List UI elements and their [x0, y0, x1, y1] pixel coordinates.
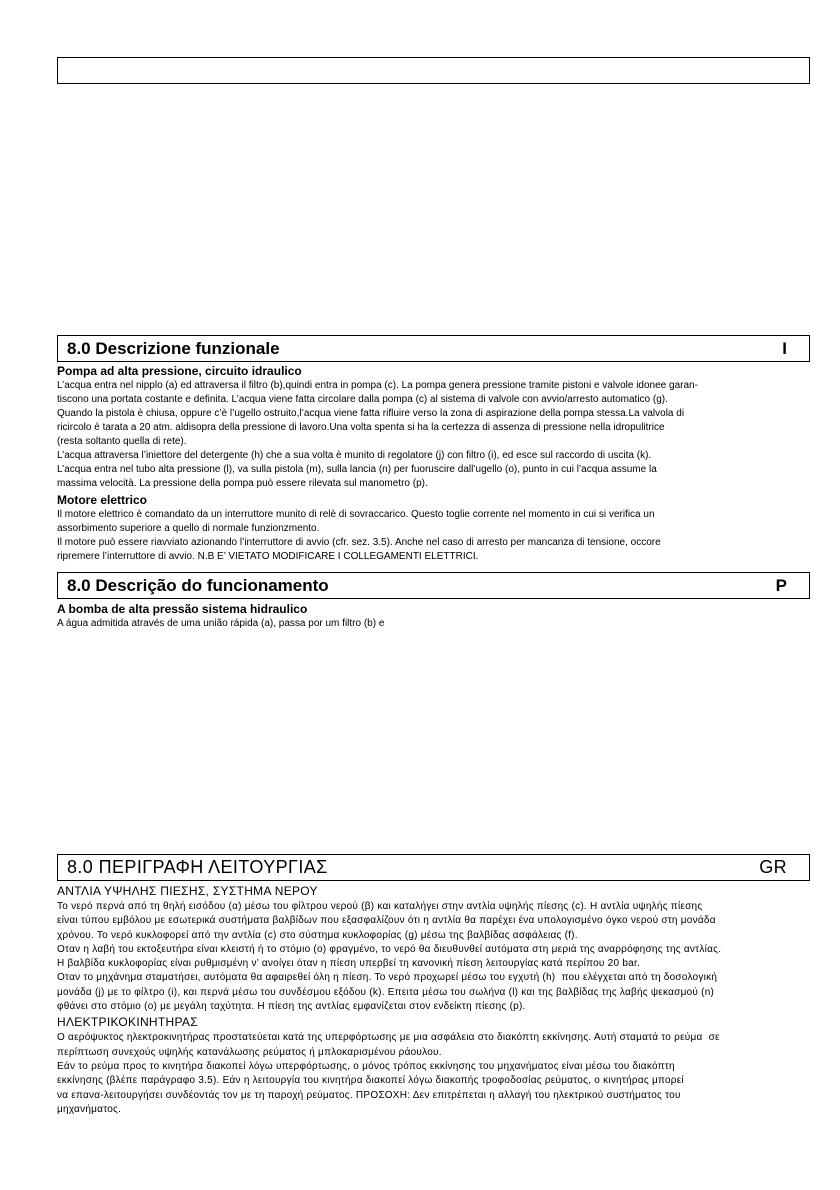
section-title: 8.0 ΠΕΡΙΓΡΑΦΗ ΛΕΙΤΟΥΡΓΙΑΣ [67, 857, 328, 877]
paragraph-line: Οταν το μηχάνημα σταματήσει, αυτόματα θα αφαιρεθεί όλη η πίεση. Το νερό προχωρεί μέσω του εγχυτή (h) που ελέγχεται από τη δοσολογική [57, 972, 718, 984]
section-body-portuguese [57, 601, 810, 631]
paragraph-line: L’acqua entra nel nipplo (a) ed attraversa il filtro (b),quindi entra in pompa (c). La pompa genera pressione tramite pistoni e valvole idonee garan- [57, 380, 698, 391]
paragraph-line: L’acqua attraversa l’iniettore del detergente (h) che a sua volta è munito di regolatore (j) con filtro (i), ed esce sul raccordo di uscita (k). [57, 450, 652, 461]
paragraph-line: είναι τύπου εμβόλου με εσωτερικά συστήματα βαλβίδων που εξασφαλίζουν ότι η αντλία θα παρέχει ένα υπολογισμένο όγκο νερού στη μονάδα [57, 915, 716, 927]
subsection-heading: Motore elettrico [57, 493, 148, 507]
section-header-portuguese [57, 572, 810, 599]
section-header-greek [57, 854, 810, 881]
subsection-heading: A bomba de alta pressão sistema hidraulico [57, 602, 308, 616]
paragraph-line: φθάνει στο στόμιο (ο) με μεγάλη ταχύτητα. Η πίεση της αντλίας εμφανίζεται στον ενδείκτη πίεσης (p). [57, 1001, 526, 1013]
paragraph-line: A água admitida através de uma união rápida (a), passa por um filtro (b) e [57, 618, 385, 629]
paragraph-line: περίπτωση συνεχούς υψηλής κατανάλωσης ρεύματος ή μπλοκαρισμένου ράουλου. [57, 1046, 442, 1058]
section-body-greek [57, 882, 810, 1117]
paragraph-line: εκκίνησης (βλέπε παράγραφο 3.5). Εάν η λειτουργία του κινητήρα διακοπεί λόγω διακοπής τροφοδοσίας ρεύματος, ο κινητήρας μπορεί [57, 1075, 684, 1087]
blank-header-box [57, 57, 810, 84]
subsection-heading: Pompa ad alta pressione, circuito idraulico [57, 364, 302, 378]
language-code: I [782, 338, 787, 358]
subsection-heading: ΗΛΕΚΤΡΙΚΟΚΙΝΗΤΗΡΑΣ [57, 1015, 198, 1030]
section-title: 8.0 Descrizione funzionale [67, 338, 280, 358]
paragraph-line: Οταν η λαβή του εκτοξευτήρα είναι κλειστή ή το στόμιο (ο) φραγμένο, το νερό θα διευθυνθεί αυτόματα στη μεριά της αναρρόφησης της αντλίας. [57, 943, 722, 955]
paragraph-line: massima velocità. La pressione della pompa può essere rilevata sul manometro (p). [57, 478, 428, 489]
paragraph-line: assorbimento superiore a quello di normale funzionzmento. [57, 523, 320, 534]
paragraph-line: tiscono una portata costante e definita. L’acqua viene fatta circolare dalla pompa (c) al sistema di valvole con avvio/arresto automatico (g). [57, 394, 668, 405]
paragraph-line: χρόνου. Το νερό κυκλοφορεί από την αντλία (c) στο σύστημα κυκλοφορίας (g) μέσω της βαλβίδας ασφάλειας (f). [57, 929, 578, 941]
paragraph-line: Η βαλβίδα κυκλοφορίας είναι ρυθμισμένη ν’ ανοίγει όταν η πίεση υπερβεί τη κανονική πίεση λειτουργίας κατά περίπου 20 bar. [57, 958, 640, 970]
paragraph-line: ripremere l’interruttore di avvio. N.B E’ VIETATO MODIFICARE I COLLEGAMENTI ELETTRICI. [57, 551, 479, 562]
paragraph-line: μηχανήματος. [57, 1103, 122, 1115]
paragraph-line: ricircolo è tarata a 20 atm. aldisopra della pressione di lavoro.Una volta spenta si ha la certezza di assenza di pressione nella idropulitrice [57, 422, 665, 433]
section-body-italian [57, 363, 810, 564]
section-title: 8.0 Descrição do funcionamento [67, 575, 329, 595]
language-code: GR [759, 857, 787, 877]
paragraph-line: L’acqua entra nel tubo alta pressione (l), va sulla pistola (m), sulla lancia (n) per fuoruscire dall’ugello (o), punto in cui l’acqua assume la [57, 464, 657, 475]
subsection-heading: ΑΝΤΛΙΑ ΥΨΗΛΗΣ ΠΙΕΣΗΣ, ΣΥΣΤΗΜΑ ΝΕΡΟΥ [57, 884, 318, 898]
paragraph-line: Quando la pistola è chiusa, oppure c’è l’ugello ostruito,l’acqua viene fatta rifluire verso la zona di aspirazione della pompa stessa.La valvola di [57, 408, 685, 419]
paragraph-line: Εάν το ρεύμα προς το κινητήρα διακοπεί λόγω υπερφόρτωσης, ο μόνος τρόπος εκκίνησης του μηχανήματος είναι μέσω του διακόπτη [57, 1060, 675, 1072]
paragraph-line: (resta soltanto quella di rete). [57, 436, 187, 447]
language-code: P [775, 575, 787, 595]
paragraph-line: Ο αερόψυκτος ηλεκτροκινητήρας προστατεύεται κατά της υπερφόρτωσης με μια ασφάλεια στο διακόπτη εκκίνησης. Αυτή σταματά το ρεύμα σε [57, 1032, 720, 1044]
paragraph-line: Το νερό περνά από τη θηλή εισόδου (α) μέσω του φίλτρου νερού (β) και καταλήγει στην αντλία υψηλής πίεσης (c). Η αντλία υψηλής πίεσης [57, 901, 703, 912]
paragraph-line: Il motore può essere riavviato azionando l’interruttore di avvio (cfr. sez. 3.5). Anche nel caso di arresto per mancanza di tensione, occore [57, 537, 661, 548]
paragraph-line: να επανα-λειτουργήσει συνδέοντάς τον με τη παροχή ρεύματος. ΠΡΟΣΟΧΗ: Δεν επιτρέπεται η αλλαγή του ηλεκτρικού συστήματος του [57, 1089, 681, 1101]
section-header-italian [57, 335, 810, 362]
paragraph-line: Il motore elettrico è comandato da un interruttore munito di relè di sovraccarico. Questo toglie corrente nel momento in cui si verifica un [57, 509, 655, 520]
paragraph-line: μονάδα (j) με το φίλτρο (i), και περνά μέσω του συνδέσμου εξόδου (k). Επειτα μέσω του σωλήνα (l) και της βαλβίδας της λαβής ψεκασμού (n) [57, 986, 715, 998]
